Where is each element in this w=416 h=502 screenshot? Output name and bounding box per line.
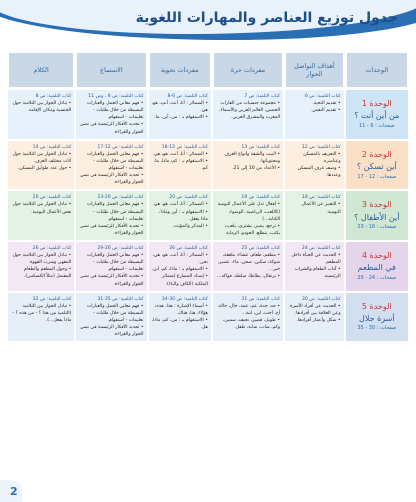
table-row [8,141,408,190]
cell-line: • فهم معاني الجمل والعبارات البسيطة من خلال طلبات - تعليمات - استفهام. [86,202,144,222]
cell-reference: كتاب التلميذ: ص 7 [244,94,281,99]
cell-line: • الضمائر : أنا، أنت، هو، هي. [152,151,208,157]
cell-line: • برتقال، بطاطا، سلطة، فواكه... [216,274,281,280]
cell-line: • إسناد المضارع لضمائر الملكية (الكاف والياء). [161,274,208,287]
cell-reference: كتاب التلميذ: ص 26-29 [97,245,144,251]
cell-listening [76,242,146,291]
header-goals: أهداف التواصل الحوار [285,52,344,88]
cell-line: • تبادل الحوار بين التلاميذ (التلميذ من هذا ؟ - من هذه ؟ - ماذا يفعل...). [12,303,72,323]
cell-line: • الضمائر : أنا، أنت، هو، هي، نحن. [152,253,208,266]
unit-title: أين الأطفال ؟ [354,212,400,222]
cell-reference: كتاب التلميذ: ص 19 [241,195,281,201]
cell-grammar [149,141,211,190]
unit-label: الوحدة 2 [361,149,392,159]
cell-goals [285,242,344,291]
cell-reference: كتاب التلميذ: ص 26 [32,245,72,251]
cell-goals [285,90,344,139]
cell-line: • تحديد الأفكار الرئيسية في نصي الحوار والقراءة. [79,274,144,287]
cell-reference: كتاب التلميذ: ص 20 [32,195,72,201]
cell-line: • مجموعة جنسيات من القارات الخمس، العالم العربي والأسماء، المغرب والمشرق العربي. [219,101,281,121]
cell-line: • تحديد الأفكار الرئيسية في نصي الحوار والقراءة. [79,223,144,236]
cell-line: • جد، جدة، عم، عمة، خال، خالة، أخ، أخت، ابن، ابنة... [217,303,281,316]
cell-reference: كتاب التلميذ: ص 35-31 [97,296,144,302]
cell-line: • الأعداد من 10 إلى 21. [232,165,281,171]
cell-listening [76,90,146,139]
cell-line: • الاستفهام بـ : ماذا، كم، أين. [151,267,208,273]
cell-reference: كتاب التلميذ: ص 12-17 [97,144,144,150]
unit-cell [346,141,408,190]
header-units: الوحدات [346,52,408,88]
cell-reference: كتاب التلميذ: ص 18 [301,195,341,201]
cell-reference: كتاب التلميذ: ص 8 ، وص 11 [88,94,144,99]
unit-title: أين تسكن ؟ [356,162,397,172]
cell-line: • تحديد الأفكار الرئيسية في نصي الحوار والقراءة. [79,122,144,135]
table-row [8,191,408,240]
cell-line: • أفعال تدل على الأعمال اليومية (كاللعب، الرياضية، الوضوء، الكتابة...) [217,202,281,222]
cell-reference: كتاب التلميذ: ص 12-18 [161,144,208,150]
cell-line: • فهم معاني الجمل والعبارات البسيطة من خلال طلبات - تعليمات - استفهام. [86,151,144,171]
cell-reference: كتاب التلميذ: ص 24 [301,245,341,251]
cell-free [213,191,283,240]
cell-line: • الاستفهام بـ : كم، ماذا، ما، كم. [153,158,208,171]
cell-line: • شكل وأعمار أفرادها. [296,317,341,323]
cell-listening [76,141,146,190]
unit-pages: صفحات : 24 - 29 [357,274,397,281]
cell-line: • الحديث عن الحياة داخل المطعم. [291,253,341,266]
unit-label: الوحدة 4 [361,251,392,261]
cell-line: • تقديم النفس. [310,108,341,114]
unit-cell [346,293,408,342]
cell-speaking [8,191,74,240]
cell-reference: كتاب التلميذ: ص 30 [301,296,341,302]
unit-title: من أين أنت ؟ [354,111,400,121]
cell-line: • الاستفهام بـ : من، كم، ماذا، هل. [151,317,208,331]
cell-free [213,90,283,139]
cell-grammar [149,242,211,291]
cell-reference: كتاب التلميذ: ص 8 [35,94,72,99]
cell-reference: كتاب التلميذ: ص 13 [241,144,281,150]
cell-reference: كتاب التلميذ: ص 14 [32,144,72,150]
cell-line: • وصف غرف المسكن وعددها. [297,165,341,179]
cell-speaking [8,90,74,139]
header-grammar-vocab: مفردات نحوية [149,52,211,88]
cell-line: • وحول المطعم والطعام المفضل (مثلاً الكسكس). [23,267,72,280]
unit-label: الوحدة 3 [361,200,392,210]
unit-label: الوحدة 5 [361,301,392,311]
cell-line: • تقديم التحية. [312,101,341,107]
cell-line: • تحديد الأفكار الرئيسية في نصي الحوار والقراءة. [79,173,144,186]
cell-line: • أسماء الإشارة : هذا، هذه، هؤلاء، هنا، هناك. [154,303,208,316]
cell-line: • الاستفهام بـ : أين وماذا، ماذا يفعل. [158,209,208,222]
cell-goals [285,141,344,190]
cell-reference: كتاب التلميذ: ص 32 [32,296,72,302]
cell-line: • المذكر والمؤنث. [172,223,208,229]
cell-line: • آداب الطعام والشراب الرئيسية. [294,267,341,280]
cell-reference: كتاب التلميذ: ص 20 [169,195,208,201]
cell-line: • الضمائر : أنا، أنت، أنتِ، هو، هي. [151,101,208,114]
unit-cell [346,242,408,291]
cell-line: • ترجع، يصبر، يشتري، يلعب، يكتب، يتطلع، الجودو، الرماية [224,223,281,236]
cell-line: • الاستفهام بـ : من، أين، ما. [154,115,208,121]
header-banner [0,0,416,52]
cell-reference: كتاب التلميذ: ص 6 [304,94,341,99]
unit-label: الوحدة 1 [361,99,392,109]
page-number: 2 [10,485,18,498]
cell-speaking [8,242,74,291]
unit-title: أسرة جلال [359,314,395,324]
header-speaking: الكلام [8,52,74,88]
header-listening: الاستماع [76,52,146,88]
table-row [8,293,408,342]
cell-line: • مطعم، طعام، عشاء، ملعقة، شوكة، سكين، صحن، ماء، عصير، خبز... [217,253,281,273]
cell-reference: كتاب التلميذ: ص 25 [241,245,281,251]
distribution-table [6,50,410,343]
table-row [8,90,408,139]
table-row [8,242,408,291]
cell-line: • البيت والشقة وأنواع الغرف ومحتوياتها. [224,151,281,164]
cell-line: • فهم معاني الجمل والعبارات البسيطة من خلال طلبات - تعليمات - استفهام. [86,303,144,323]
cell-line: • طويل، قصير، نحيف، سمين، وكم، شاب، شابة، طفل. [222,317,281,331]
page-title: جدول توزيع العناصر والمهارات اللغوية [135,10,398,26]
cell-reference: كتاب التلميذ: ص 30-34 [161,296,208,302]
unit-cell [346,191,408,240]
unit-pages: صفحات : 12 - 17 [357,173,397,180]
cell-listening [76,293,146,342]
table-header-row [8,52,408,88]
cell-line: • فهم معاني الجمل والعبارات البسيطة من خلال طلبات - تعليمات - استفهام. [86,253,144,273]
unit-title: في المطعم [357,263,396,273]
cell-line: • تبادل الحوار بين التلاميذ حول المقهى وشرب القهوة. [12,253,72,266]
cell-free [213,242,283,291]
cell-free [213,293,283,342]
cell-free [213,141,283,190]
cell-reference: كتاب التلميذ: ص 12 [301,144,341,150]
cell-reference: كتاب التلميذ: ص 31 [241,296,281,302]
cell-line: • فهم معاني الجمل والعبارات البسيطة من خلال طلبات - تعليمات - استفهام. [86,101,144,121]
cell-line: • تبادل الحوار بين التلاميذ حول بعض الأعمال اليومية. [12,202,72,215]
unit-cell [346,90,408,139]
cell-grammar [149,90,211,139]
cell-line: • التعبير عن الأعمال اليومية. [301,202,341,215]
cell-listening [76,191,146,240]
header-free-vocab: مفردات حرة [213,52,283,88]
cell-goals [285,191,344,240]
cell-reference: كتاب التلميذ: ص 26 [169,245,208,251]
cell-line: • التعريف بالمسكن وعناصره. [303,151,341,164]
unit-pages: صفحات : 18 - 23 [357,224,397,231]
cell-grammar [149,191,211,240]
cell-grammar [149,293,211,342]
unit-pages: صفحات : 30 - 35 [357,325,397,332]
cell-reference: كتاب التلميذ: ص 20-23 [97,195,144,201]
cell-line: • تبادل الحوار بين التلاميذ حول الجنسية ومكان الإقامة. [12,101,72,114]
cell-speaking [8,141,74,190]
cell-line: • الحديث عن أفراد الأسرة وعن العلاقة بين أفرادها. [289,303,341,316]
cell-line: • تحديد الأفكار الرئيسية في نصي الحوار والقراءة. [79,325,144,338]
cell-reference: كتاب التلميذ: ص 6-8 [167,94,208,99]
cell-line: • حول عدد طوابق المسكن. [17,165,72,171]
cell-line: • تبادل الحوار بين التلاميذ حول أثاث مختلف الغرف. [12,151,72,164]
cell-goals [285,293,344,342]
cell-speaking [8,293,74,342]
unit-pages: صفحات : 6 - 11 [358,122,395,129]
cell-line: • الضمائر : أنا، أنت، هو، هي. [152,202,208,208]
